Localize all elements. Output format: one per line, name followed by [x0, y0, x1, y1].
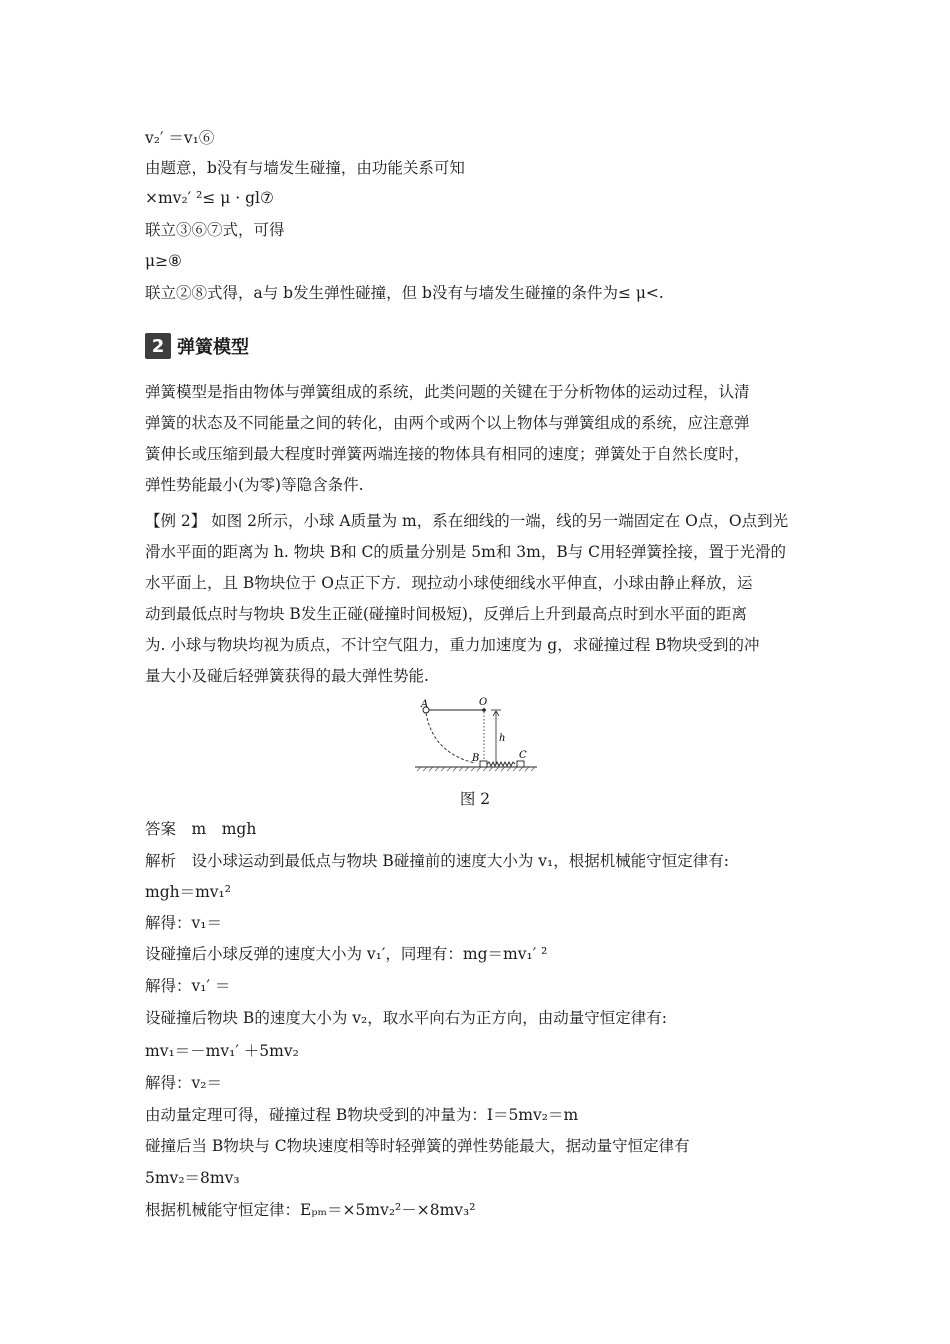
section-title: 弹簧模型	[177, 337, 249, 358]
text-line: 解得：v₂＝	[145, 1074, 222, 1092]
text-line: 动到最低点时与物块 B发生正碰(碰撞时间极短)，反弹后上升到最高点时到水平面的距离	[145, 605, 747, 623]
text-line: 由题意，b没有与墙发生碰撞，由功能关系可知	[145, 159, 465, 177]
text-line: 根据机械能守恒定律：Eₚₘ＝×5mv₂²－×8mv₃²	[145, 1201, 476, 1219]
label-h: h	[499, 733, 506, 744]
answer-line: 答案 m mgh	[145, 820, 257, 838]
intro-paragraph	[145, 377, 811, 501]
label-c: C	[519, 750, 527, 761]
text-line: 5mv₂＝8mv₃	[145, 1169, 240, 1187]
text-line: 为. 小球与物块均视为质点，不计空气阻力，重力加速度为 g，求碰撞过程 B物块受到的冲	[145, 636, 760, 654]
text-line: 簧伸长或压缩到最大程度时弹簧两端连接的物体具有相同的速度；弹簧处于自然长度时，	[145, 445, 750, 463]
text-line: 联立②⑧式得，a与 b发生弹性碰撞，但 b没有与墙发生碰撞的条件为≤ μ<.	[145, 284, 664, 302]
section-number-badge: 2	[145, 333, 171, 359]
figure-2-diagram	[405, 695, 545, 779]
spring-icon	[487, 762, 515, 766]
text-line: ×mv₂′ ²≤ μ · gl⑦	[145, 189, 274, 207]
text-line: 设碰撞后小球反弹的速度大小为 v₁′，同理有：mg＝mv₁′ ²	[145, 945, 548, 963]
label-a: A	[421, 699, 429, 710]
text-line: 滑水平面的距离为 h. 物块 B和 C的质量分别是 5m和 3m，B与 C用轻弹簧拴接，置于光滑的	[145, 543, 787, 561]
text-line: 量大小及碰后轻弹簧获得的最大弹性势能.	[145, 667, 429, 685]
text-line: 联立③⑥⑦式，可得	[145, 221, 285, 239]
text-line: 设碰撞后物块 B的速度大小为 v₂，取水平向右为正方向，由动量守恒定律有:	[145, 1009, 667, 1027]
pivot-o-icon	[482, 708, 486, 712]
text-line: 解析 设小球运动到最低点与物块 B碰撞前的速度大小为 v₁，根据机械能守恒定律有:	[145, 852, 729, 870]
text-line: mv₁＝－mv₁′ ＋5mv₂	[145, 1042, 299, 1060]
section-heading	[145, 331, 249, 361]
pendulum-spring-diagram	[405, 695, 545, 775]
text-line: 弹簧模型是指由物体与弹簧组成的系统，此类问题的关键在于分析物体的运动过程，认清	[145, 383, 750, 401]
text-line: mgh＝mv₁²	[145, 883, 231, 901]
label-b: B	[472, 753, 480, 764]
block-b-icon	[480, 761, 487, 767]
swing-path	[426, 713, 475, 763]
text-line: 碰撞后当 B物块与 C物块速度相等时轻弹簧的弹性势能最大，据动量守恒定律有	[145, 1137, 690, 1155]
text-line: 解得：v₁＝	[145, 914, 222, 932]
figure-caption: 图 2	[459, 790, 491, 808]
text-line: 解得：v₁′ ＝	[145, 977, 231, 995]
text-line: 弹簧的状态及不同能量之间的转化，由两个或两个以上物体与弹簧组成的系统，应注意弹	[145, 414, 750, 432]
block-c-icon	[517, 761, 524, 767]
ground-hatch	[417, 767, 535, 771]
text-line: 弹性势能最小(为零)等隐含条件.	[145, 476, 364, 494]
text-line: 水平面上，且 B物块位于 O点正下方．现拉动小球使细线水平伸直，小球由静止释放，运	[145, 574, 753, 592]
example-paragraph	[145, 506, 811, 692]
text-line: v₂′ ＝v₁⑥	[145, 129, 215, 147]
label-o: O	[479, 697, 488, 708]
text-line: μ≥⑧	[145, 252, 182, 270]
text-line: 由动量定理可得，碰撞过程 B物块受到的冲量为：I＝5mv₂＝m	[145, 1106, 579, 1124]
text-line: 【例 2】 如图 2所示，小球 A质量为 m，系在细线的一端，线的另一端固定在 O点，O点到光	[145, 512, 789, 530]
